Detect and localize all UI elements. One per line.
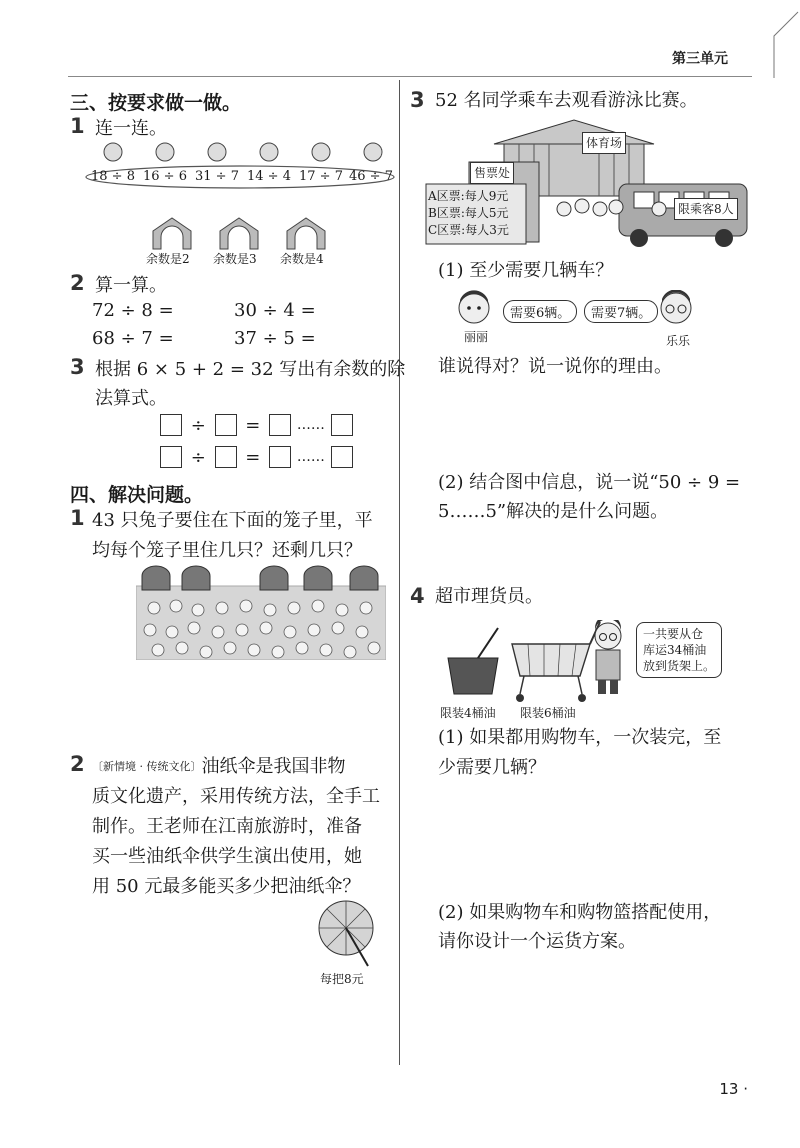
divisor-box[interactable]: [215, 446, 237, 468]
calc-item-4: 37 ÷ 5 =: [234, 328, 316, 349]
left-q1-text: 连一连。: [95, 118, 167, 139]
basket-and-cart-image: [440, 614, 610, 704]
house-icons: [148, 215, 348, 251]
left-q3-line2: 法算式。: [95, 388, 167, 409]
girl-speech: 需要6辆。: [503, 300, 577, 323]
left-p2-line4: 买一些油纸伞供学生演出使用，她: [92, 846, 362, 867]
left-q2-text: 算一算。: [95, 275, 167, 296]
expression-3[interactable]: 31 ÷ 7: [195, 169, 239, 184]
umbrella-price: 每把8元: [320, 972, 364, 986]
quotient-box[interactable]: [269, 446, 291, 468]
left-p2-line5: 用 50 元最多能买多少把油纸伞？: [92, 876, 361, 897]
left-q3-line1: 根据 6 × 5 + 2 = 32 写出有余数的除: [95, 359, 406, 380]
header-rule: [68, 76, 752, 77]
girl-name: 丽丽: [464, 330, 489, 344]
division-template-row-2: ÷ = ……: [160, 446, 353, 468]
rabbits-cages-image: [136, 564, 386, 660]
clerk-icon: [588, 620, 628, 696]
left-q2-number: 2: [70, 271, 85, 295]
calc-item-2: 30 ÷ 4 =: [234, 300, 316, 321]
house-label-2[interactable]: 余数是3: [213, 252, 257, 266]
expression-6[interactable]: 46 ÷ 7: [349, 169, 393, 184]
division-template-row-1: ÷ = ……: [160, 414, 353, 436]
left-p2-line1: 〔新情境 · 传统文化〕油纸伞是我国非物: [92, 756, 346, 777]
corner-decoration: [740, 10, 800, 80]
expression-2[interactable]: 16 ÷ 6: [143, 169, 187, 184]
right-q4-sub2-line2: 请你设计一个运货方案。: [438, 931, 636, 952]
house-label-3[interactable]: 余数是4: [280, 252, 324, 266]
cart-label: 限装6桶油: [520, 706, 576, 720]
page-number: 13 ·: [719, 1080, 748, 1098]
right-q3-sub2-line1: (2) 结合图中信息，说一说“50 ÷ 9 =: [438, 472, 741, 493]
remainder-box[interactable]: [331, 414, 353, 436]
ticket-office-sign: 售票处: [470, 162, 514, 184]
left-q1-number: 1: [70, 114, 85, 138]
boy-name: 乐乐: [666, 334, 691, 348]
column-divider: [399, 80, 400, 1065]
expression-4[interactable]: 14 ÷ 4: [247, 169, 291, 184]
unit-label: 第三单元: [672, 51, 728, 67]
boy-speech: 需要7辆。: [584, 300, 658, 323]
left-p2-number: 2: [70, 752, 85, 776]
right-q3-number: 3: [410, 88, 425, 112]
calc-item-1: 72 ÷ 8 =: [92, 300, 174, 321]
left-q3-number: 3: [70, 355, 85, 379]
house-label-1[interactable]: 余数是2: [146, 252, 190, 266]
left-p2-line3: 制作。王老师在江南旅游时，准备: [92, 816, 362, 837]
quotient-box[interactable]: [269, 414, 291, 436]
section-4-title: 四、解决问题。: [70, 484, 204, 506]
ticket-price-board: [428, 188, 509, 239]
right-q4-sub1-line1: (1) 如果都用购物车，一次装完，至: [438, 727, 722, 748]
right-q4-sub2-line1: (2) 如果购物车和购物篮搭配使用，: [438, 902, 722, 923]
right-q3-sub2-line2: 5……5”解决的是什么问题。: [438, 501, 669, 522]
left-p1-line1: 43 只兔子要住在下面的笼子里，平: [92, 510, 373, 531]
price-c: C区票:每人3元: [428, 223, 509, 237]
clerk-speech: 一共要从仓 库运34桶油 放到货架上。: [636, 622, 722, 678]
right-q3-ask: 谁说得对？说一说你的理由。: [438, 356, 672, 377]
girl-icon: [456, 290, 492, 326]
right-q4-number: 4: [410, 584, 425, 608]
dividend-box[interactable]: [160, 414, 182, 436]
calc-item-3: 68 ÷ 7 =: [92, 328, 174, 349]
basket-label: 限装4桶油: [440, 706, 496, 720]
bus-limit-sign: 限乘客8人: [674, 198, 738, 220]
new-context-tag: 〔新情境 · 传统文化〕: [92, 760, 202, 773]
left-p2-line2: 质文化遗产，采用传统方法，全手工: [92, 786, 380, 807]
right-q4-text: 超市理货员。: [435, 586, 543, 607]
left-p1-number: 1: [70, 506, 85, 530]
remainder-box[interactable]: [331, 446, 353, 468]
section-3-title: 三、按要求做一做。: [70, 92, 242, 114]
price-a: A区票:每人9元: [428, 189, 509, 203]
right-q3-sub1: (1) 至少需要几辆车？: [438, 260, 614, 281]
expression-5[interactable]: 17 ÷ 7: [299, 169, 343, 184]
right-q3-text: 52 名同学乘车去观看游泳比赛。: [435, 90, 698, 111]
left-p1-line2: 均每个笼子里住几只？还剩几只？: [92, 540, 362, 561]
boy-icon: [658, 290, 694, 326]
expression-1[interactable]: 18 ÷ 8: [91, 169, 135, 184]
dividend-box[interactable]: [160, 446, 182, 468]
right-q4-sub1-line2: 少需要几辆？: [438, 757, 546, 778]
umbrella-icon: [308, 896, 392, 968]
bird-expressions: [85, 140, 395, 190]
price-b: B区票:每人5元: [428, 206, 509, 220]
gym-sign: 体育场: [582, 132, 626, 154]
divisor-box[interactable]: [215, 414, 237, 436]
